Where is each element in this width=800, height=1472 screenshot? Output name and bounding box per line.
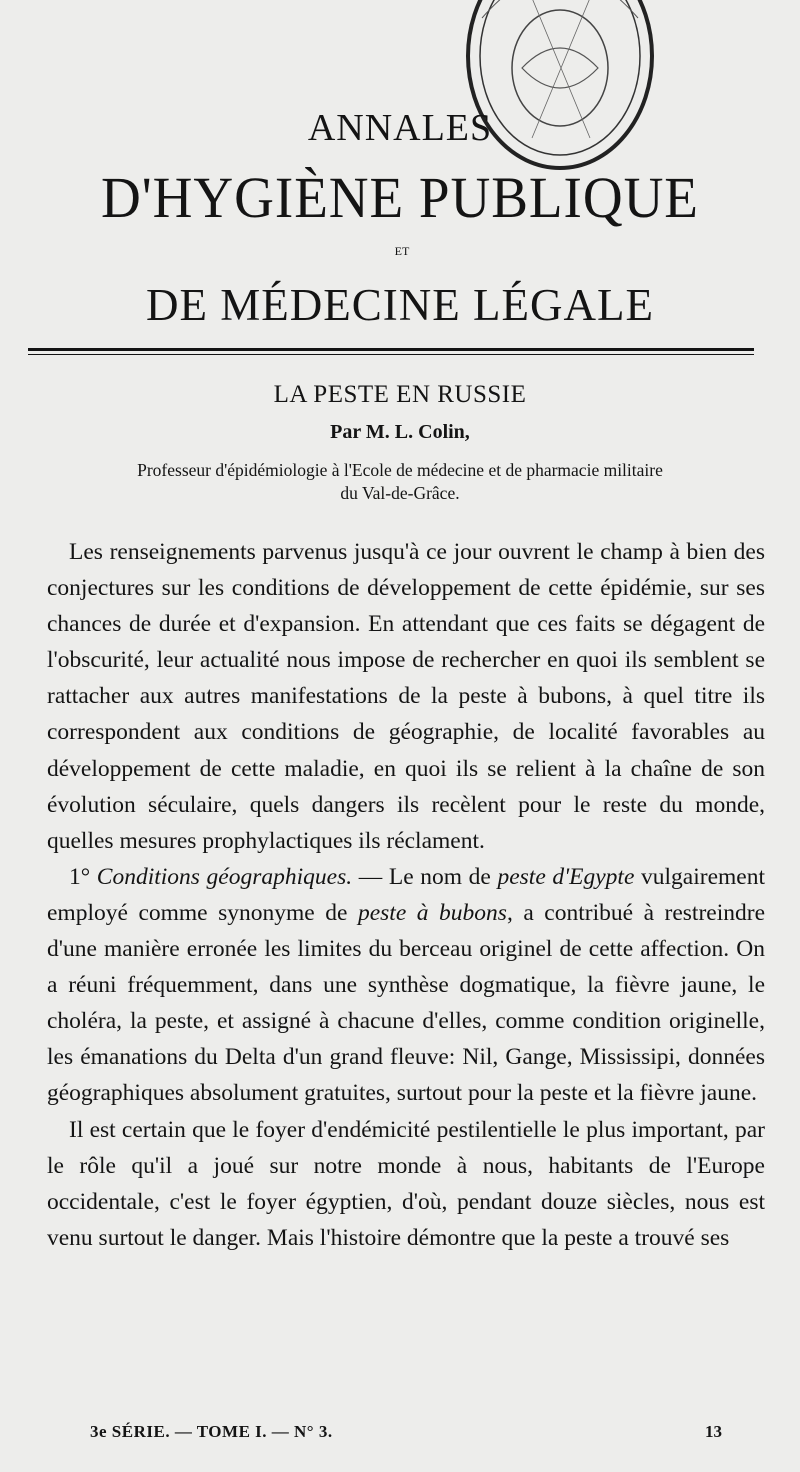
page-number: 13 bbox=[705, 1422, 722, 1441]
article-author: Par M. L. Colin, bbox=[330, 421, 470, 443]
paragraph-1: Les renseignements parvenus jusqu'à ce jour ouvrent le champ à bien des conjectures sur les conditions de développement de cette épidémie, sur ses chances de durée et d'expansion. En attendant que ces faits se dégagent de l'obscurité, leur actualité nous impose de rechercher en quoi ils semblent se rattacher aux autres manifestations de la peste à bubons, à quel titre ils correspondent aux conditions de géographie, de localité favorables au développement de cette maladie, en quoi ils se relient à la chaîne de son évolution séculaire, quels dangers ils recèlent pour le reste du monde, quelles mesures prophylactiques ils réclament. bbox=[47, 539, 765, 854]
journal-title-hygiene: D'HYGIÈNE PUBLIQUE bbox=[101, 165, 699, 230]
article-title: LA PESTE EN RUSSIE bbox=[273, 381, 527, 408]
italic-term-peste-bubons: peste à bubons bbox=[357, 899, 507, 926]
section-number: 1° bbox=[69, 863, 91, 890]
article-body bbox=[47, 534, 765, 1256]
section-heading: Conditions géographiques. bbox=[96, 863, 353, 890]
header-rule-thin bbox=[28, 354, 754, 355]
paragraph-2-text-a: — Le nom de bbox=[352, 863, 498, 890]
author-affiliation bbox=[30, 459, 770, 505]
journal-title-et: ET bbox=[394, 244, 410, 258]
paragraph-2-text-b: vulgairement employé comme synonyme de bbox=[47, 863, 766, 926]
affiliation-line-1: Professeur d'épidémiologie à l'Ecole de médecine et de pharmacie militaire bbox=[137, 460, 663, 480]
page-footer bbox=[0, 1422, 800, 1446]
paragraph-2-text-c: , a contribué à restreindre d'une manière erronée les limites du berceau originel de cette affection. On a réuni fréquemment, dans une synthèse dogmatique, la fièvre jaune, le choléra, la peste, et assigné à chacune d'elles, comme condition originelle, les émanations du Delta d'un grand fleuve: Nil, Gange, Mississipi, données géographiques absolument gratuites, surtout pour la peste et la fièvre jaune. bbox=[47, 899, 765, 1107]
affiliation-line-2: du Val-de-Grâce. bbox=[340, 483, 460, 503]
paragraph-2 bbox=[47, 859, 765, 1112]
paragraph-3: Il est certain que le foyer d'endémicité pestilentielle le plus important, par le rôle qu'il a joué sur notre monde à nous, habitants de l'Europe occidentale, c'est le foyer égyptien, d'où, pendant douze siècles, nous est venu surtout le danger. Mais l'histoire démontre que la peste a trouvé ses bbox=[47, 1116, 765, 1251]
footer-series: 3e SÉRIE. — TOME I. — N° 3. bbox=[90, 1422, 333, 1441]
italic-term-peste-egypte: peste d'Egypte bbox=[497, 863, 635, 890]
header-rule-thick bbox=[28, 348, 754, 351]
journal-title-annales: ANNALES bbox=[307, 107, 493, 149]
journal-title-medecine: DE MÉDECINE LÉGALE bbox=[146, 280, 654, 330]
